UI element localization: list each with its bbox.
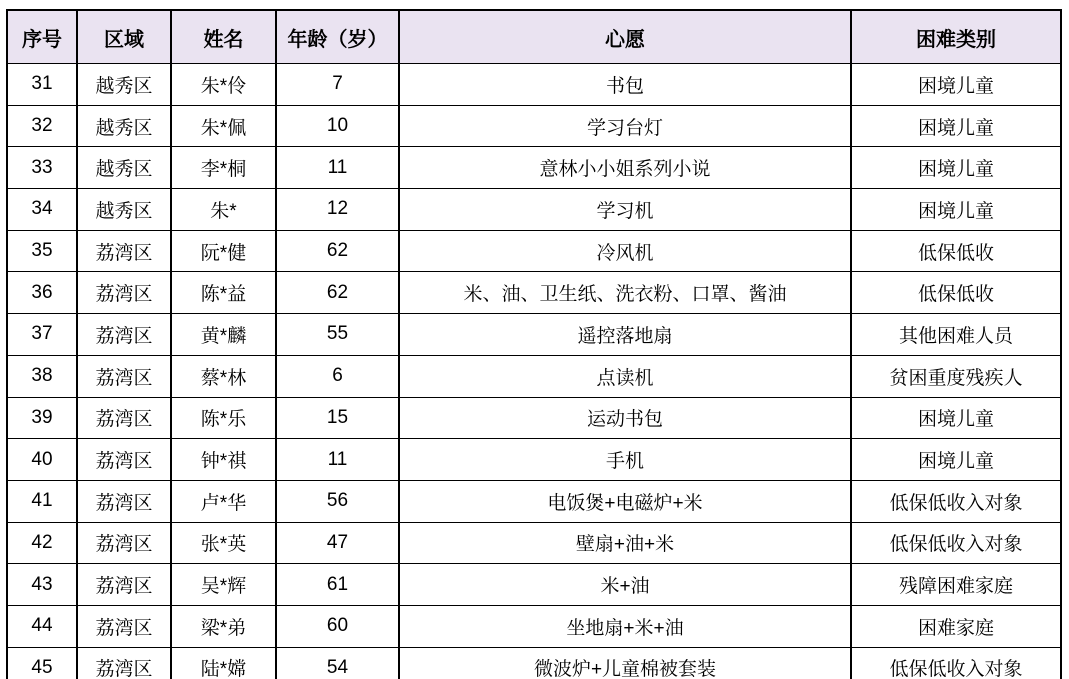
table-header	[7, 10, 1061, 64]
cell-seq: 44	[7, 605, 77, 647]
cell-age: 47	[276, 522, 399, 564]
cell-name: 朱*佩	[171, 105, 276, 147]
cell-age: 12	[276, 189, 399, 231]
cell-age: 62	[276, 230, 399, 272]
cell-name: 朱*	[171, 189, 276, 231]
cell-wish: 书包	[399, 64, 851, 106]
cell-seq: 39	[7, 397, 77, 439]
cell-name: 蔡*林	[171, 355, 276, 397]
wish-list-table	[6, 9, 1062, 679]
table-row	[7, 314, 1061, 356]
cell-wish: 米、油、卫生纸、洗衣粉、口罩、酱油	[399, 272, 851, 314]
column-header-seq: 序号	[7, 10, 77, 64]
column-header-district: 区域	[77, 10, 171, 64]
table-row	[7, 147, 1061, 189]
table-row	[7, 605, 1061, 647]
cell-district: 越秀区	[77, 64, 171, 106]
cell-category: 困境儿童	[851, 189, 1061, 231]
cell-name: 阮*健	[171, 230, 276, 272]
cell-district: 越秀区	[77, 147, 171, 189]
cell-name: 陈*益	[171, 272, 276, 314]
cell-wish: 手机	[399, 439, 851, 481]
table-row	[7, 230, 1061, 272]
cell-district: 荔湾区	[77, 605, 171, 647]
cell-category: 困境儿童	[851, 397, 1061, 439]
table-row	[7, 480, 1061, 522]
cell-category: 低保低收	[851, 272, 1061, 314]
cell-category: 其他困难人员	[851, 314, 1061, 356]
table-row	[7, 439, 1061, 481]
cell-category: 低保低收入对象	[851, 480, 1061, 522]
cell-category: 低保低收	[851, 230, 1061, 272]
header-row	[7, 10, 1061, 64]
table-row	[7, 522, 1061, 564]
table-row	[7, 647, 1061, 679]
cell-name: 钟*祺	[171, 439, 276, 481]
cell-name: 卢*华	[171, 480, 276, 522]
column-header-category: 困难类别	[851, 10, 1061, 64]
cell-seq: 45	[7, 647, 77, 679]
cell-wish: 米+油	[399, 564, 851, 606]
cell-age: 6	[276, 355, 399, 397]
cell-name: 李*桐	[171, 147, 276, 189]
cell-district: 荔湾区	[77, 439, 171, 481]
cell-name: 黄*麟	[171, 314, 276, 356]
cell-seq: 38	[7, 355, 77, 397]
cell-district: 荔湾区	[77, 647, 171, 679]
cell-age: 11	[276, 147, 399, 189]
cell-district: 荔湾区	[77, 480, 171, 522]
cell-seq: 41	[7, 480, 77, 522]
cell-name: 张*英	[171, 522, 276, 564]
cell-wish: 运动书包	[399, 397, 851, 439]
cell-wish: 学习台灯	[399, 105, 851, 147]
cell-age: 62	[276, 272, 399, 314]
table-row	[7, 105, 1061, 147]
table-row	[7, 64, 1061, 106]
cell-seq: 43	[7, 564, 77, 606]
cell-seq: 34	[7, 189, 77, 231]
cell-name: 陆*嫦	[171, 647, 276, 679]
cell-name: 梁*弟	[171, 605, 276, 647]
table-row	[7, 564, 1061, 606]
cell-age: 10	[276, 105, 399, 147]
cell-name: 陈*乐	[171, 397, 276, 439]
cell-age: 55	[276, 314, 399, 356]
cell-seq: 31	[7, 64, 77, 106]
cell-wish: 电饭煲+电磁炉+米	[399, 480, 851, 522]
cell-category: 低保低收入对象	[851, 522, 1061, 564]
cell-category: 困境儿童	[851, 105, 1061, 147]
cell-age: 60	[276, 605, 399, 647]
cell-district: 荔湾区	[77, 397, 171, 439]
cell-category: 困境儿童	[851, 439, 1061, 481]
cell-seq: 36	[7, 272, 77, 314]
cell-category: 低保低收入对象	[851, 647, 1061, 679]
column-header-wish: 心愿	[399, 10, 851, 64]
cell-category: 残障困难家庭	[851, 564, 1061, 606]
cell-district: 荔湾区	[77, 272, 171, 314]
cell-wish: 点读机	[399, 355, 851, 397]
cell-wish: 意林小小姐系列小说	[399, 147, 851, 189]
cell-category: 困难家庭	[851, 605, 1061, 647]
cell-wish: 坐地扇+米+油	[399, 605, 851, 647]
cell-district: 荔湾区	[77, 522, 171, 564]
cell-name: 朱*伶	[171, 64, 276, 106]
cell-category: 困境儿童	[851, 147, 1061, 189]
cell-seq: 37	[7, 314, 77, 356]
cell-seq: 32	[7, 105, 77, 147]
cell-age: 15	[276, 397, 399, 439]
table-row	[7, 189, 1061, 231]
column-header-name: 姓名	[171, 10, 276, 64]
cell-district: 荔湾区	[77, 314, 171, 356]
cell-district: 荔湾区	[77, 355, 171, 397]
cell-district: 越秀区	[77, 189, 171, 231]
cell-district: 越秀区	[77, 105, 171, 147]
cell-category: 困境儿童	[851, 64, 1061, 106]
cell-wish: 冷风机	[399, 230, 851, 272]
cell-wish: 壁扇+油+米	[399, 522, 851, 564]
cell-district: 荔湾区	[77, 564, 171, 606]
table-row	[7, 397, 1061, 439]
cell-age: 61	[276, 564, 399, 606]
cell-district: 荔湾区	[77, 230, 171, 272]
cell-seq: 40	[7, 439, 77, 481]
table-row	[7, 355, 1061, 397]
cell-wish: 学习机	[399, 189, 851, 231]
cell-name: 吴*辉	[171, 564, 276, 606]
cell-age: 56	[276, 480, 399, 522]
cell-seq: 33	[7, 147, 77, 189]
cell-category: 贫困重度残疾人	[851, 355, 1061, 397]
cell-seq: 42	[7, 522, 77, 564]
cell-seq: 35	[7, 230, 77, 272]
cell-age: 7	[276, 64, 399, 106]
cell-wish: 遥控落地扇	[399, 314, 851, 356]
column-header-age: 年龄（岁）	[276, 10, 399, 64]
table-body	[7, 64, 1061, 679]
cell-age: 11	[276, 439, 399, 481]
cell-age: 54	[276, 647, 399, 679]
table-row	[7, 272, 1061, 314]
cell-wish: 微波炉+儿童棉被套装	[399, 647, 851, 679]
